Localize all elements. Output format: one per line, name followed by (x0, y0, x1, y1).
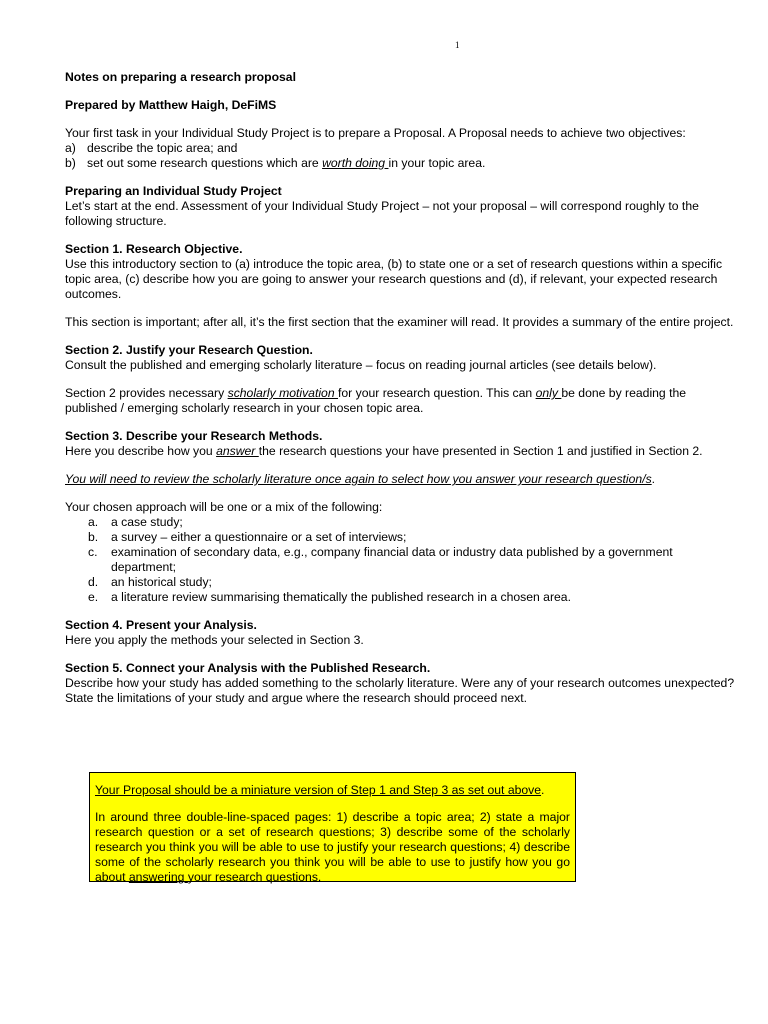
section4-paragraph: Here you apply the methods your selected in Section 3. (65, 633, 364, 647)
list-item-text: an historical study; (111, 575, 212, 589)
text-run: be done by reading the published / emerging scholarly research in your chosen topic area. (65, 386, 687, 415)
emphasis-text: scholarly motivation (227, 386, 339, 400)
list-item-text: examination of secondary data, e.g., company financial data or industry data published by a government department; (111, 545, 673, 574)
emphasis-text: You will need to review the scholarly literature once again to select how you answer your research question/s (65, 472, 652, 486)
section1-paragraph: Use this introductory section to (a) introduce the topic area, (b) to state one or a set of research questions within a specific topic area, (c) describe how you are going to answer your research questions and (d), if relevant, your expected research outcomes. (65, 257, 723, 301)
list-item (65, 515, 740, 530)
text-run: Here you describe how you (65, 444, 217, 458)
section-heading-1: Section 1. Research Objective. (65, 242, 243, 256)
list-item (65, 530, 740, 545)
intro-paragraph: Your first task in your Individual Study Project is to prepare a Proposal. A Proposal needs to achieve two objectives: (65, 126, 686, 140)
list-item (65, 156, 740, 171)
emphasis-text: answer (216, 444, 259, 458)
section3-note (65, 472, 740, 487)
list-item-text: describe the topic area; and (87, 141, 238, 155)
list-item-text: set out some research questions which are (87, 156, 323, 170)
underlined-text: Your Proposal should be a miniature version of Step 1 and Step 3 as set out above (95, 783, 542, 797)
section3-paragraph (65, 444, 740, 459)
list-marker: c. (88, 545, 98, 559)
approaches-list (65, 515, 740, 605)
section-heading-4: Section 4. Present your Analysis. (65, 618, 257, 632)
text-run: the research questions your have presented in Section 1 and justified in Section 2. (258, 444, 703, 458)
text-run: In around three double-line-spaced pages: 1) describe a topic area; 2) state a major research question or a set of research questions; 3) describe some of the scholarly research you think you will be able to use to justify your research questions; 4) describe some of the scholarly research you think you will be able to use to justify how you go about (95, 810, 570, 884)
underlined-text: answering (128, 870, 188, 884)
list-marker: b. (88, 530, 99, 544)
text-run: for your research question. This can (338, 386, 536, 400)
document-title: Notes on preparing a research proposal (65, 70, 296, 84)
section-heading-preparing: Preparing an Individual Study Project (65, 184, 282, 198)
emphasis-text: worth doing (322, 156, 389, 170)
callout-lead (95, 783, 570, 798)
list-item-text: a case study; (111, 515, 183, 529)
author-line: Prepared by Matthew Haigh, DeFiMS (65, 98, 277, 112)
section-heading-3: Section 3. Describe your Research Methods. (65, 429, 323, 443)
section2-paragraph-2 (65, 386, 740, 416)
section2-paragraph: Consult the published and emerging scholarly literature – focus on reading journal articles (see details below). (65, 358, 657, 372)
section1-paragraph-2: This section is important; after all, it’s the first section that the examiner will read. It provides a summary of the entire project. (65, 315, 734, 329)
document-body (65, 70, 740, 706)
list-item (65, 590, 740, 605)
list-item-text: in your topic area. (388, 156, 486, 170)
section-heading-2: Section 2. Justify your Research Question. (65, 343, 313, 357)
list-item (65, 545, 740, 575)
section5-paragraph: Describe how your study has added something to the scholarly literature. Were any of your research outcomes unexpected? State the limitations of your study and argue where the research should proceed next. (65, 676, 735, 705)
page-number: 1 (455, 40, 460, 50)
approach-intro: Your chosen approach will be one or a mix of the following: (65, 500, 383, 514)
emphasis-text: only (535, 386, 562, 400)
list-item-text: a literature review summarising thematically the published research in a chosen area. (111, 590, 571, 604)
text-run: Section 2 provides necessary (65, 386, 228, 400)
list-marker: d. (88, 575, 99, 589)
section-heading-5: Section 5. Connect your Analysis with the Published Research. (65, 661, 431, 675)
list-marker: a. (88, 515, 99, 529)
text-run: . (651, 472, 656, 486)
objectives-list (65, 141, 740, 171)
list-item (65, 575, 740, 590)
proposal-callout-box (89, 772, 576, 882)
list-marker: b) (65, 156, 76, 170)
callout-paragraph (95, 810, 570, 885)
text-run: your research questions. (187, 870, 322, 884)
text-run: . (541, 783, 545, 797)
preparing-paragraph: Let’s start at the end. Assessment of your Individual Study Project – not your proposal – will correspond roughly to the following structure. (65, 199, 699, 228)
list-item (65, 141, 740, 156)
list-item-text: a survey – either a questionnaire or a set of interviews; (111, 530, 407, 544)
list-marker: e. (88, 590, 99, 604)
list-marker: a) (65, 141, 76, 155)
